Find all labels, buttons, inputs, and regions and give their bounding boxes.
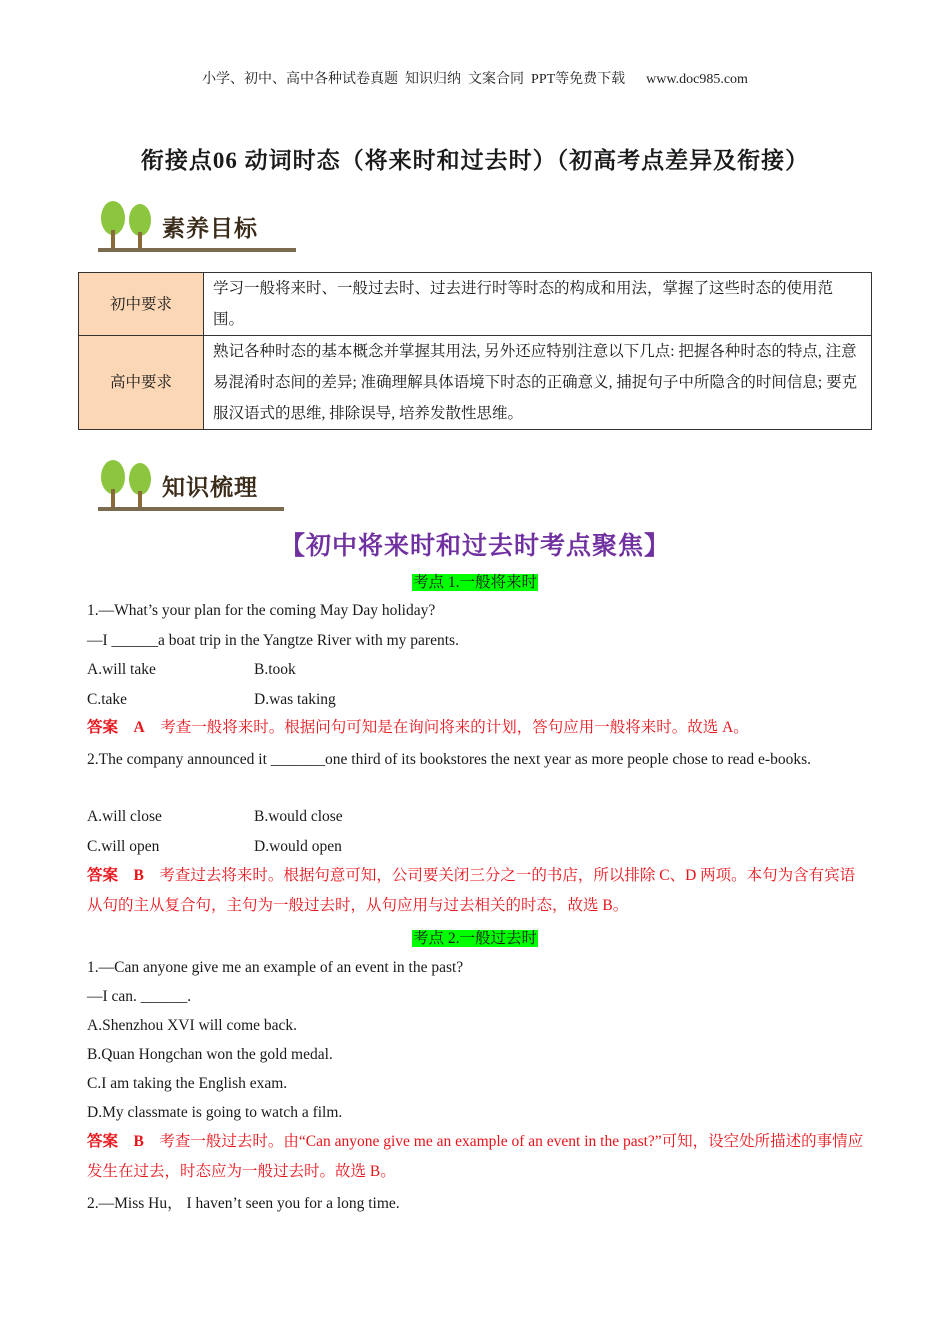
q3-line2: —I can. ______. bbox=[87, 988, 192, 1005]
q1-line2: —I ______a boat trip in the Yangtze River with my parents. bbox=[87, 632, 459, 649]
req-text-senior: 熟记各种时态的基本概念并掌握其用法, 另外还应特别注意以下几点: 把握各种时态的特点, 注意易混淆时态间的差异; 准确理解具体语境下时态的正确意义, 捕捉句子中所隐含的时间信息; 要克服汉语式的思维, 排除误导, 培养发散性思维。 bbox=[204, 336, 872, 430]
kaodian-2-label: 考点 2.一般过去时 bbox=[412, 930, 537, 947]
q2-row-cd bbox=[87, 836, 864, 858]
table-row bbox=[79, 273, 872, 336]
page-title: 衔接点06 动词时态（将来时和过去时）（初高考点差异及衔接） bbox=[140, 148, 810, 173]
banner-zhishi bbox=[96, 455, 284, 517]
q1-row-cd bbox=[87, 689, 864, 711]
kaodian-1 bbox=[0, 570, 950, 592]
answer-label: 答案 bbox=[87, 867, 119, 884]
q2-answer bbox=[87, 861, 864, 921]
q3-answer bbox=[87, 1127, 864, 1187]
q1-option-d: D.was taking bbox=[254, 691, 336, 708]
q2-option-a: A.will close bbox=[87, 808, 162, 825]
answer-explanation: 考查一般过去时。由“Can anyone give me an example of an event in the past?”可知，设空处所描述的事情应发生在过去，时态应为一般过去时。故选 B。 bbox=[87, 1133, 864, 1180]
q1-option-a: A.will take bbox=[87, 661, 156, 678]
q2-option-c: C.will open bbox=[87, 838, 160, 855]
banner-zhishi-label: 知识梳理 bbox=[162, 475, 258, 501]
q3-option-a: A.Shenzhou XVI will come back. bbox=[87, 1017, 298, 1034]
req-label-senior: 高中要求 bbox=[79, 336, 204, 430]
q2-option-b: B.would close bbox=[254, 808, 343, 825]
q2-row-ab bbox=[87, 806, 864, 828]
answer-letter: A bbox=[133, 719, 145, 736]
req-text-junior: 学习一般将来时、一般过去时、过去进行时等时态的构成和用法，掌握了这些时态的使用范围。 bbox=[204, 273, 872, 336]
answer-letter: B bbox=[133, 1133, 144, 1150]
req-label-junior: 初中要求 bbox=[79, 273, 204, 336]
banner-suyang bbox=[96, 196, 296, 258]
answer-label: 答案 bbox=[87, 1133, 119, 1150]
answer-label: 答案 bbox=[87, 719, 119, 736]
section-title: 【初中将来时和过去时考点聚焦】 bbox=[279, 533, 670, 560]
q2-line1: 2.The company announced it _______one third of its bookstores the next year as more people chose to read e-books. bbox=[87, 751, 811, 768]
q3-option-b: B.Quan Hongchan won the gold medal. bbox=[87, 1046, 333, 1063]
page-header: 小学、初中、高中各种试卷真题 知识归纳 文案合同 PPT等免费下载 www.doc985.com bbox=[202, 72, 748, 87]
q1-line1: 1.—What’s your plan for the coming May Day holiday? bbox=[87, 602, 436, 619]
q1-option-c: C.take bbox=[87, 691, 128, 708]
q1-answer bbox=[87, 713, 864, 743]
q3-line1: 1.—Can anyone give me an example of an event in the past? bbox=[87, 959, 464, 976]
q2-option-d: D.would open bbox=[254, 838, 342, 855]
table-row bbox=[79, 336, 872, 430]
answer-letter: B bbox=[133, 867, 144, 884]
kaodian-2 bbox=[0, 926, 950, 948]
answer-explanation: 考查过去将来时。根据句意可知，公司要关闭三分之一的书店，所以排除 C、D 两项。本句为含有宾语从句的主从复合句，主句为一般过去时，从句应用与过去相关的时态，故选 B。 bbox=[87, 867, 856, 914]
requirements-table bbox=[78, 272, 872, 430]
q4-line1: 2.—Miss Hu， I haven’t seen you for a long time. bbox=[87, 1195, 400, 1212]
answer-explanation: 考查一般将来时。根据问句可知是在询问将来的计划，答句应用一般将来时。故选 A。 bbox=[160, 719, 749, 736]
kaodian-1-label: 考点 1.一般将来时 bbox=[412, 574, 537, 591]
banner-suyang-label: 素养目标 bbox=[162, 216, 258, 242]
q3-option-c: C.I am taking the English exam. bbox=[87, 1075, 288, 1092]
q3-option-d: D.My classmate is going to watch a film. bbox=[87, 1104, 343, 1121]
q1-row-ab bbox=[87, 659, 864, 681]
q1-option-b: B.took bbox=[254, 661, 296, 678]
